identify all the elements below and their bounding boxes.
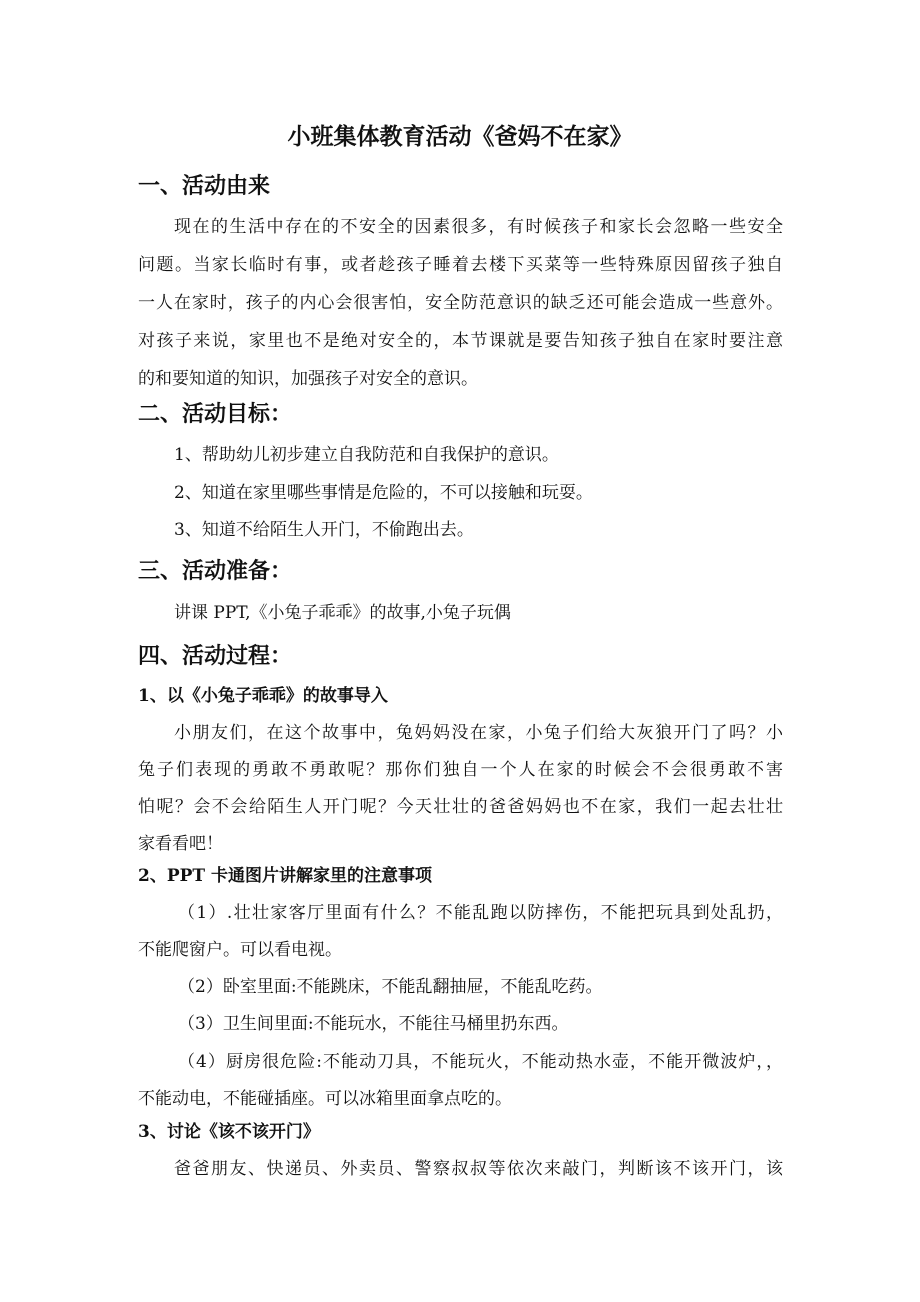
origin-line-5: 的和要知道的知识，加强孩子对安全的意识。 <box>138 369 478 389</box>
step1-line-4: 家看看吧！ <box>138 834 223 854</box>
goal-item-2: 2、知道在家里哪些事情是危险的，不可以接触和玩耍。 <box>174 483 593 503</box>
step1-heading: 1、以《小兔子乖乖》的故事导入 <box>138 686 388 706</box>
step2-heading: 2、PPT 卡通图片讲解家里的注意事项 <box>138 866 432 886</box>
step1-line-1: 小朋友们，在这个故事中，兔妈妈没在家，小兔子们给大灰狼开门了吗？小 <box>174 723 783 743</box>
heading-activity-preparation: 三、活动准备： <box>138 558 293 584</box>
origin-line-2: 问题。当家长临时有事，或者趁孩子睡着去楼下买菜等一些特殊原因留孩子独自 <box>138 255 783 275</box>
origin-line-1: 现在的生活中存在的不安全的因素很多，有时候孩子和家长会忽略一些安全 <box>174 217 783 237</box>
step3-line-1: 爸爸朋友、快递员、外卖员、警察叔叔等依次来敲门，判断该不该开门，该 <box>174 1159 783 1179</box>
heading-activity-goals: 二、活动目标： <box>138 401 293 427</box>
step2-item1-line-2: 不能爬窗户。可以看电视。 <box>138 940 342 960</box>
step1-line-2: 兔子们表现的勇敢不勇敢呢？那你们独自一个人在家的时候会不会很勇敢不害 <box>138 760 783 780</box>
step2-item1-line-1: （1）.壮壮家客厅里面有什么？不能乱跑以防摔伤，不能把玩具到处乱扔， <box>178 903 783 923</box>
goal-item-3: 3、知道不给陌生人开门，不偷跑出去。 <box>174 520 474 540</box>
step3-heading: 3、讨论《该不该开门》 <box>138 1122 320 1142</box>
step2-item4-line-2: 不能动电，不能碰插座。可以冰箱里面拿点吃的。 <box>138 1089 512 1109</box>
step2-item-2: （2）卧室里面:不能跳床，不能乱翻抽屉，不能乱吃药。 <box>178 977 603 997</box>
preparation-text: 讲课 PPT,《小兔子乖乖》的故事,小兔子玩偶 <box>174 603 511 623</box>
document-title: 小班集体教育活动《爸妈不在家》 <box>287 123 633 150</box>
origin-line-3: 一人在家时，孩子的内心会很害怕，安全防范意识的缺乏还可能会造成一些意外。 <box>138 293 783 313</box>
step1-line-3: 怕呢？会不会给陌生人开门呢？今天壮壮的爸爸妈妈也不在家，我们一起去壮壮 <box>138 797 783 817</box>
heading-activity-process: 四、活动过程： <box>138 643 293 669</box>
step2-item4-line-1: （4）厨房很危险:不能动刀具，不能玩火，不能动热水壶，不能开微波炉，， <box>178 1052 783 1072</box>
step2-item-3: （3）卫生间里面:不能玩水，不能往马桶里扔东西。 <box>178 1014 569 1034</box>
heading-activity-origin: 一、活动由来 <box>138 173 271 199</box>
goal-item-1: 1、帮助幼儿初步建立自我防范和自我保护的意识。 <box>174 445 559 465</box>
origin-line-4: 对孩子来说，家里也不是绝对安全的，本节课就是要告知孩子独自在家时要注意 <box>138 331 783 351</box>
